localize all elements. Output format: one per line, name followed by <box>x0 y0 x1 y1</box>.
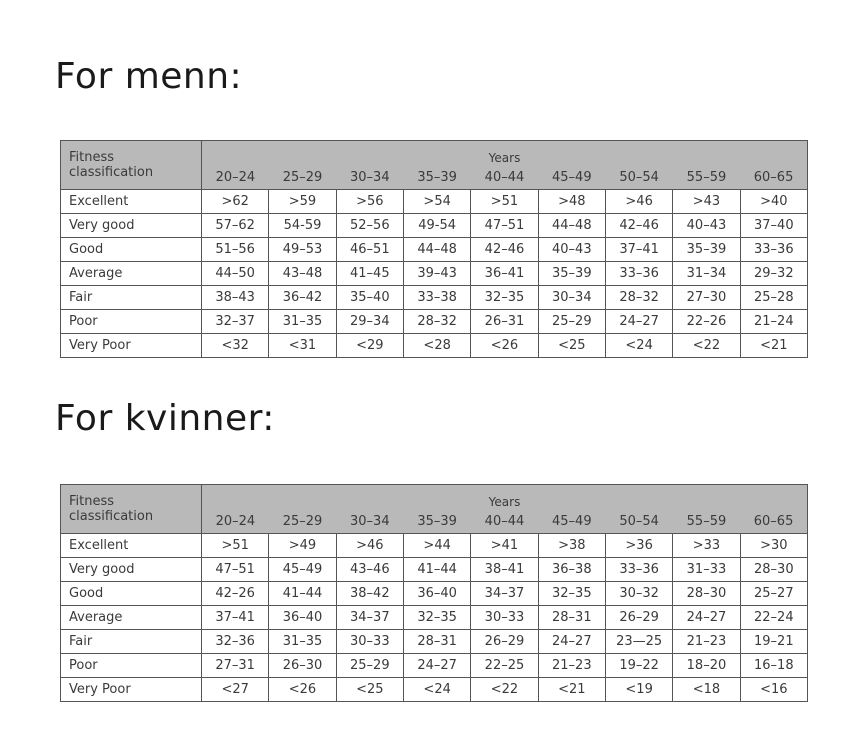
table-cell: >46 <box>336 534 403 558</box>
table-cell: 31–35 <box>269 630 336 654</box>
classification-label: Poor <box>61 654 202 678</box>
table-cell: 16–18 <box>740 654 807 678</box>
table-cell: 22–25 <box>471 654 538 678</box>
classification-label: Good <box>61 238 202 262</box>
table-cell: 38–43 <box>202 286 269 310</box>
table-row <box>61 582 808 606</box>
table-cell: >46 <box>605 190 672 214</box>
classification-label: Very Poor <box>61 678 202 702</box>
classification-label: Average <box>61 606 202 630</box>
table-row <box>61 310 808 334</box>
table-row <box>61 262 808 286</box>
age-group-header: 55–59 <box>673 165 740 190</box>
table-cell: 28–31 <box>538 606 605 630</box>
table-cell: 32–35 <box>403 606 470 630</box>
table-cell: 33–36 <box>605 262 672 286</box>
classification-label: Average <box>61 262 202 286</box>
age-group-header: 25–29 <box>269 509 336 534</box>
table-cell: 21–23 <box>538 654 605 678</box>
table-row <box>61 534 808 558</box>
table-cell: 38–42 <box>336 582 403 606</box>
table-cell: 31–35 <box>269 310 336 334</box>
table-cell: 30–34 <box>538 286 605 310</box>
table-cell: 29–32 <box>740 262 807 286</box>
table-cell: 26–30 <box>269 654 336 678</box>
years-header: Years <box>202 485 808 510</box>
classification-label: Excellent <box>61 534 202 558</box>
age-group-header: 60–65 <box>740 165 807 190</box>
age-group-header: 50–54 <box>605 165 672 190</box>
men-fitness-table <box>60 140 808 358</box>
age-group-header: 35–39 <box>403 165 470 190</box>
table-cell: >54 <box>403 190 470 214</box>
table-cell: 31–34 <box>673 262 740 286</box>
table-cell: <24 <box>605 334 672 358</box>
table-cell: 27–31 <box>202 654 269 678</box>
table-cell: 25–29 <box>336 654 403 678</box>
table-cell: 22–26 <box>673 310 740 334</box>
table-cell: <28 <box>403 334 470 358</box>
table-cell: 24–27 <box>538 630 605 654</box>
table-cell: 36–41 <box>471 262 538 286</box>
table-cell: >51 <box>202 534 269 558</box>
table-row <box>61 678 808 702</box>
table-cell: 37–41 <box>605 238 672 262</box>
table-cell: >51 <box>471 190 538 214</box>
table-cell: 33–36 <box>740 238 807 262</box>
classification-label: Very good <box>61 214 202 238</box>
table-cell: 18–20 <box>673 654 740 678</box>
table-cell: <18 <box>673 678 740 702</box>
table-cell: 45–49 <box>269 558 336 582</box>
table-cell: >36 <box>605 534 672 558</box>
table-cell: 41–45 <box>336 262 403 286</box>
classification-label: Very good <box>61 558 202 582</box>
table-cell: 25–29 <box>538 310 605 334</box>
table-cell: 40–43 <box>673 214 740 238</box>
table-cell: >48 <box>538 190 605 214</box>
age-group-header: 30–34 <box>336 509 403 534</box>
women-heading: For kvinner: <box>55 398 275 439</box>
years-header: Years <box>202 141 808 166</box>
table-cell: 35–39 <box>538 262 605 286</box>
table-cell: 36–38 <box>538 558 605 582</box>
table-cell: <22 <box>471 678 538 702</box>
table-cell: 49-54 <box>403 214 470 238</box>
table-cell: 25–28 <box>740 286 807 310</box>
table-cell: 24–27 <box>403 654 470 678</box>
table-cell: <27 <box>202 678 269 702</box>
table-cell: 34–37 <box>471 582 538 606</box>
table-cell: 41–44 <box>403 558 470 582</box>
table-cell: 30–33 <box>471 606 538 630</box>
table-row <box>61 214 808 238</box>
table-cell: >38 <box>538 534 605 558</box>
table-cell: 51–56 <box>202 238 269 262</box>
table-cell: 30–33 <box>336 630 403 654</box>
age-group-header: 55–59 <box>673 509 740 534</box>
table-cell: <32 <box>202 334 269 358</box>
table-cell: 19–21 <box>740 630 807 654</box>
age-group-header: 25–29 <box>269 165 336 190</box>
classification-label: Excellent <box>61 190 202 214</box>
table-cell: 22–24 <box>740 606 807 630</box>
table-cell: <21 <box>740 334 807 358</box>
table-cell: >49 <box>269 534 336 558</box>
header-row <box>61 485 808 510</box>
table-cell: 57–62 <box>202 214 269 238</box>
table-cell: <25 <box>538 334 605 358</box>
table-cell: 40–43 <box>538 238 605 262</box>
table-cell: 52–56 <box>336 214 403 238</box>
table-cell: 36–40 <box>269 606 336 630</box>
table-cell: >59 <box>269 190 336 214</box>
table-cell: 36–40 <box>403 582 470 606</box>
table-cell: 24–27 <box>673 606 740 630</box>
table-cell: 37–41 <box>202 606 269 630</box>
table-row <box>61 286 808 310</box>
table-cell: 44–48 <box>538 214 605 238</box>
table-cell: 32–36 <box>202 630 269 654</box>
table-cell: <31 <box>269 334 336 358</box>
table-cell: 32–35 <box>471 286 538 310</box>
table-cell: 33–38 <box>403 286 470 310</box>
table-cell: 49–53 <box>269 238 336 262</box>
table-cell: 28–30 <box>740 558 807 582</box>
age-group-header: 35–39 <box>403 509 470 534</box>
table-cell: 42–46 <box>605 214 672 238</box>
age-group-header: 40–44 <box>471 509 538 534</box>
age-group-header: 20–24 <box>202 165 269 190</box>
table-cell: 42–46 <box>471 238 538 262</box>
table-cell: 35–40 <box>336 286 403 310</box>
table-cell: <26 <box>269 678 336 702</box>
table-cell: >30 <box>740 534 807 558</box>
table-cell: 28–32 <box>605 286 672 310</box>
table-cell: >43 <box>673 190 740 214</box>
table-cell: 23—25 <box>605 630 672 654</box>
table-row <box>61 606 808 630</box>
fitness-classification-header: Fitness classification <box>61 485 202 534</box>
table-cell: <26 <box>471 334 538 358</box>
table-cell: <16 <box>740 678 807 702</box>
table-cell: 32–35 <box>538 582 605 606</box>
table-cell: >44 <box>403 534 470 558</box>
table-row <box>61 334 808 358</box>
table-cell: <22 <box>673 334 740 358</box>
table-cell: 43–46 <box>336 558 403 582</box>
table-cell: <29 <box>336 334 403 358</box>
table-cell: 26–29 <box>605 606 672 630</box>
women-fitness-table <box>60 484 808 702</box>
table-cell: 21–24 <box>740 310 807 334</box>
table-cell: 25–27 <box>740 582 807 606</box>
table-row <box>61 630 808 654</box>
table-cell: 29–34 <box>336 310 403 334</box>
table-cell: 19–22 <box>605 654 672 678</box>
table-cell: 31–33 <box>673 558 740 582</box>
header-row <box>61 141 808 166</box>
classification-label: Fair <box>61 630 202 654</box>
table-cell: 34–37 <box>336 606 403 630</box>
table-cell: 28–31 <box>403 630 470 654</box>
table-cell: 21–23 <box>673 630 740 654</box>
table-row <box>61 190 808 214</box>
table-cell: 26–31 <box>471 310 538 334</box>
table-cell: 33–36 <box>605 558 672 582</box>
classification-label: Fair <box>61 286 202 310</box>
table-cell: 27–30 <box>673 286 740 310</box>
table-cell: 44–48 <box>403 238 470 262</box>
table-cell: 30–32 <box>605 582 672 606</box>
table-cell: 44–50 <box>202 262 269 286</box>
table-row <box>61 654 808 678</box>
table-cell: <21 <box>538 678 605 702</box>
table-row <box>61 238 808 262</box>
table-cell: 46–51 <box>336 238 403 262</box>
table-cell: <25 <box>336 678 403 702</box>
table-cell: >62 <box>202 190 269 214</box>
table-cell: 43–48 <box>269 262 336 286</box>
age-group-header: 45–49 <box>538 165 605 190</box>
age-group-header: 20–24 <box>202 509 269 534</box>
age-group-header: 50–54 <box>605 509 672 534</box>
table-cell: 54-59 <box>269 214 336 238</box>
table-cell: <24 <box>403 678 470 702</box>
table-cell: 32–37 <box>202 310 269 334</box>
table-cell: 24–27 <box>605 310 672 334</box>
table-cell: 38–41 <box>471 558 538 582</box>
table-cell: 41–44 <box>269 582 336 606</box>
classification-label: Very Poor <box>61 334 202 358</box>
table-cell: >41 <box>471 534 538 558</box>
table-cell: 26–29 <box>471 630 538 654</box>
table-cell: <19 <box>605 678 672 702</box>
classification-label: Poor <box>61 310 202 334</box>
fitness-classification-header: Fitness classification <box>61 141 202 190</box>
table-cell: >33 <box>673 534 740 558</box>
age-group-header: 30–34 <box>336 165 403 190</box>
classification-label: Good <box>61 582 202 606</box>
men-heading: For menn: <box>55 56 243 97</box>
table-cell: 47–51 <box>471 214 538 238</box>
table-cell: 35–39 <box>673 238 740 262</box>
table-cell: 37–40 <box>740 214 807 238</box>
age-group-header: 60–65 <box>740 509 807 534</box>
table-cell: >56 <box>336 190 403 214</box>
table-cell: 28–32 <box>403 310 470 334</box>
table-cell: 36–42 <box>269 286 336 310</box>
table-cell: 47–51 <box>202 558 269 582</box>
table-cell: 39–43 <box>403 262 470 286</box>
age-group-header: 40–44 <box>471 165 538 190</box>
table-cell: 42–26 <box>202 582 269 606</box>
age-group-header: 45–49 <box>538 509 605 534</box>
table-row <box>61 558 808 582</box>
table-cell: >40 <box>740 190 807 214</box>
table-cell: 28–30 <box>673 582 740 606</box>
